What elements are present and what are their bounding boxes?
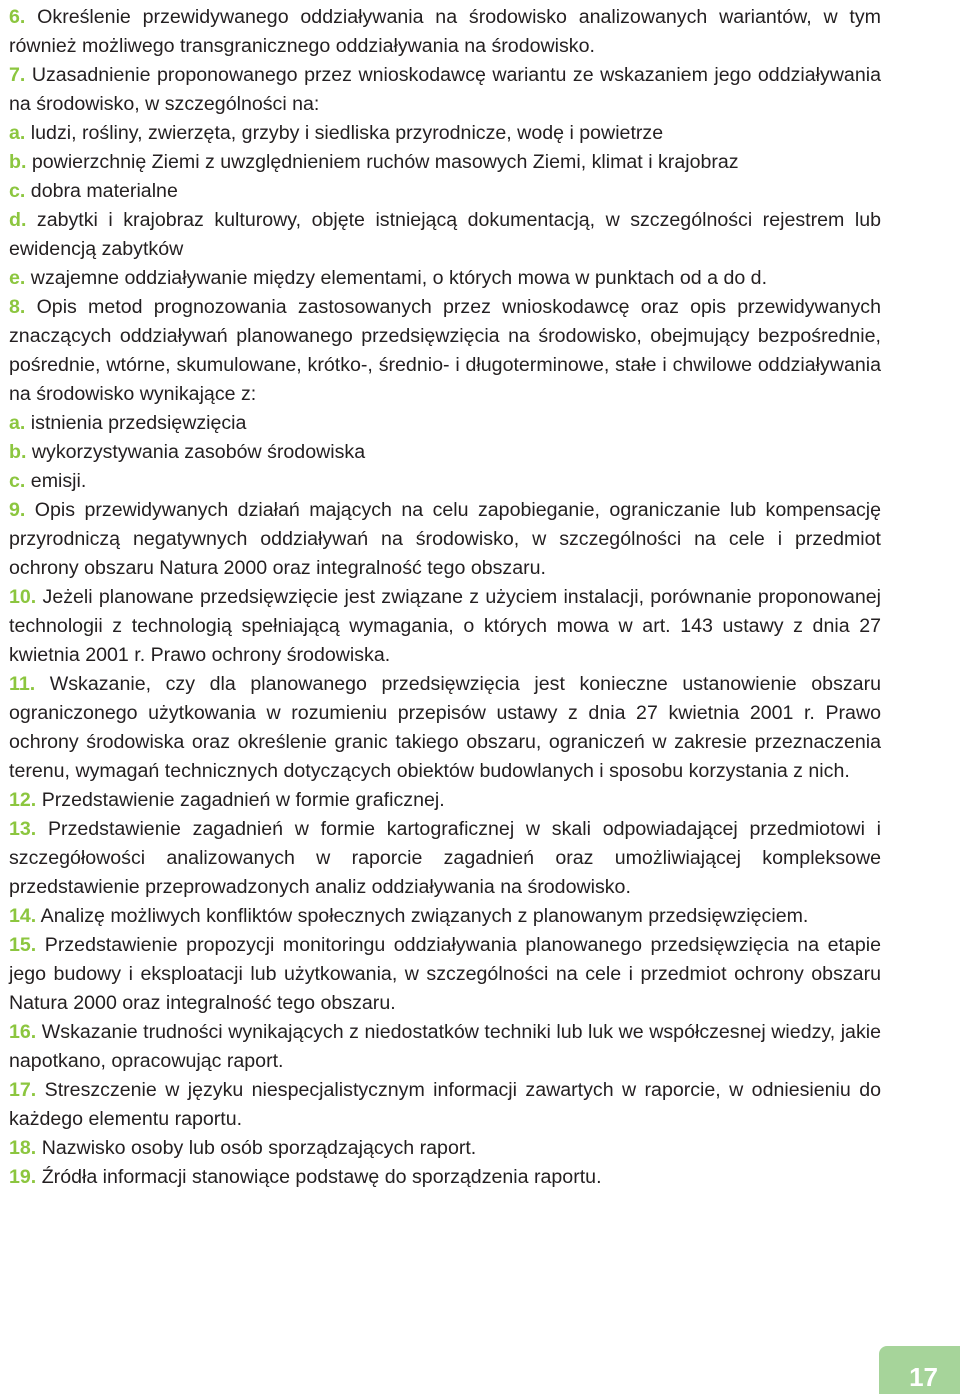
list-item-18 <box>9 1134 881 1163</box>
list-item-13 <box>9 815 881 902</box>
list-item-7e <box>9 264 881 293</box>
item-marker: 7. <box>9 64 26 86</box>
page-number: 17 <box>909 1362 938 1392</box>
list-item-8b <box>9 438 881 467</box>
item-text: Uzasadnienie proponowanego przez wnioskodawcę wariantu ze wskazaniem jego oddziaływania na środowisko, w szczególności na: <box>9 64 881 115</box>
list-item-19 <box>9 1163 881 1192</box>
list-item-11 <box>9 670 881 786</box>
item-marker: 12. <box>9 789 37 811</box>
item-text: Jeżeli planowane przedsięwzięcie jest związane z użyciem instalacji, porównanie proponowanej technologii z technologią spełniającą wymagania, o których mowa w art. 143 ustawy z dnia 27 kwietnia 2001 r. Prawo ochrony środowiska. <box>9 586 881 666</box>
item-text: Opis metod prognozowania zastosowanych przez wnioskodawcę oraz opis przewidywanych znaczących oddziaływań planowanego przedsięwzięcia na środowisko, obejmujący bezpośrednie, pośrednie, wtórne, skumulowane, krótko-, średnio- i długoterminowe, stałe i chwilowe oddziaływania na środowisko wynikające z: <box>9 296 881 405</box>
list-item-8 <box>9 293 881 409</box>
item-marker: 9. <box>9 499 26 521</box>
list-item-12 <box>9 786 881 815</box>
item-text: Wskazanie trudności wynikających z niedostatków techniki lub luk we współczesnej wiedzy, jakie napotkano, opracowując raport. <box>9 1021 882 1072</box>
item-text: emisji. <box>30 470 87 492</box>
item-marker: 10. <box>9 586 37 608</box>
list-item-6 <box>9 3 881 61</box>
item-marker: b. <box>9 441 27 463</box>
item-marker: 8. <box>9 296 26 318</box>
item-text: Analizę możliwych konfliktów społecznych związanych z planowanym przedsięwzięciem. <box>40 905 809 927</box>
item-text: zabytki i krajobraz kulturowy, objęte istniejącą dokumentacją, w szczególności rejestrem lub ewidencją zabytków <box>9 209 881 260</box>
item-marker: 16. <box>9 1021 37 1043</box>
item-text: dobra materialne <box>30 180 178 202</box>
page-number-tab <box>879 1346 960 1394</box>
item-text: powierzchnię Ziemi z uwzględnieniem ruchów masowych Ziemi, klimat i krajobraz <box>31 151 739 173</box>
document-body <box>9 3 881 1192</box>
item-text: Opis przewidywanych działań mających na celu zapobieganie, ograniczanie lub kompensację przyrodniczą negatywnych oddziaływań na środowisko, w szczególności na cele i przedmiot ochrony obszaru Natura 2000 oraz integralność tego obszaru. <box>9 499 881 579</box>
item-marker: c. <box>9 180 26 202</box>
item-marker: a. <box>9 412 26 434</box>
item-marker: b. <box>9 151 27 173</box>
item-marker: 6. <box>9 6 26 28</box>
item-text: istnienia przedsięwzięcia <box>30 412 247 434</box>
list-item-7 <box>9 61 881 119</box>
item-marker: d. <box>9 209 27 231</box>
list-item-17 <box>9 1076 881 1134</box>
list-item-10 <box>9 583 881 670</box>
item-text: Przedstawienie zagadnień w formie kartograficznej w skali odpowiadającej przedmiotowi i szczegółowości analizowanych w raporcie zagadnień oraz umożliwiającej kompleksowe przedstawienie przeprowadzonych analiz oddziaływania na środowisko. <box>9 818 881 898</box>
list-item-16 <box>9 1018 881 1076</box>
item-text: Streszczenie w języku niespecjalistycznym informacji zawartych w raporcie, w odniesieniu do każdego elementu raportu. <box>9 1079 881 1130</box>
list-item-9 <box>9 496 881 583</box>
list-item-7b <box>9 148 881 177</box>
list-item-8c <box>9 467 881 496</box>
item-text: Źródła informacji stanowiące podstawę do sporządzenia raportu. <box>41 1166 602 1188</box>
list-item-7a <box>9 119 881 148</box>
item-text: Przedstawienie zagadnień w formie graficznej. <box>41 789 445 811</box>
item-marker: 19. <box>9 1166 37 1188</box>
item-marker: c. <box>9 470 26 492</box>
item-text: Wskazanie, czy dla planowanego przedsięwzięcia jest konieczne ustanowienie obszaru ograniczonego użytkowania w rozumieniu przepisów ustawy z dnia 27 kwietnia 2001 r. Prawo ochrony środowiska oraz określenie granic takiego obszaru, ograniczeń w zakresie przeznaczenia terenu, wymagań technicznych dotyczących obiektów budowlanych i sposobu korzystania z nich. <box>9 673 881 782</box>
item-text: wykorzystywania zasobów środowiska <box>31 441 366 463</box>
list-item-15 <box>9 931 881 1018</box>
item-marker: 18. <box>9 1137 37 1159</box>
item-marker: a. <box>9 122 26 144</box>
item-marker: 14. <box>9 905 37 927</box>
item-text: wzajemne oddziaływanie między elementami, o których mowa w punktach od a do d. <box>30 267 768 289</box>
item-text: ludzi, rośliny, zwierzęta, grzyby i siedliska przyrodnicze, wodę i powietrze <box>30 122 664 144</box>
list-item-8a <box>9 409 881 438</box>
item-text: Określenie przewidywanego oddziaływania na środowisko analizowanych wariantów, w tym również możliwego transgranicznego oddziaływania na środowisko. <box>9 6 881 57</box>
list-item-14 <box>9 902 881 931</box>
item-marker: 15. <box>9 934 37 956</box>
list-item-7d <box>9 206 881 264</box>
item-text: Nazwisko osoby lub osób sporządzających raport. <box>41 1137 477 1159</box>
item-marker: 13. <box>9 818 37 840</box>
item-marker: 11. <box>9 673 36 695</box>
item-marker: 17. <box>9 1079 37 1101</box>
item-text: Przedstawienie propozycji monitoringu oddziaływania planowanego przedsięwzięcia na etapie jego budowy i eksploatacji lub użytkowania, w szczególności na cele i przedmiot ochrony obszaru Natura 2000 oraz integralność tego obszaru. <box>9 934 881 1014</box>
item-marker: e. <box>9 267 26 289</box>
list-item-7c <box>9 177 881 206</box>
